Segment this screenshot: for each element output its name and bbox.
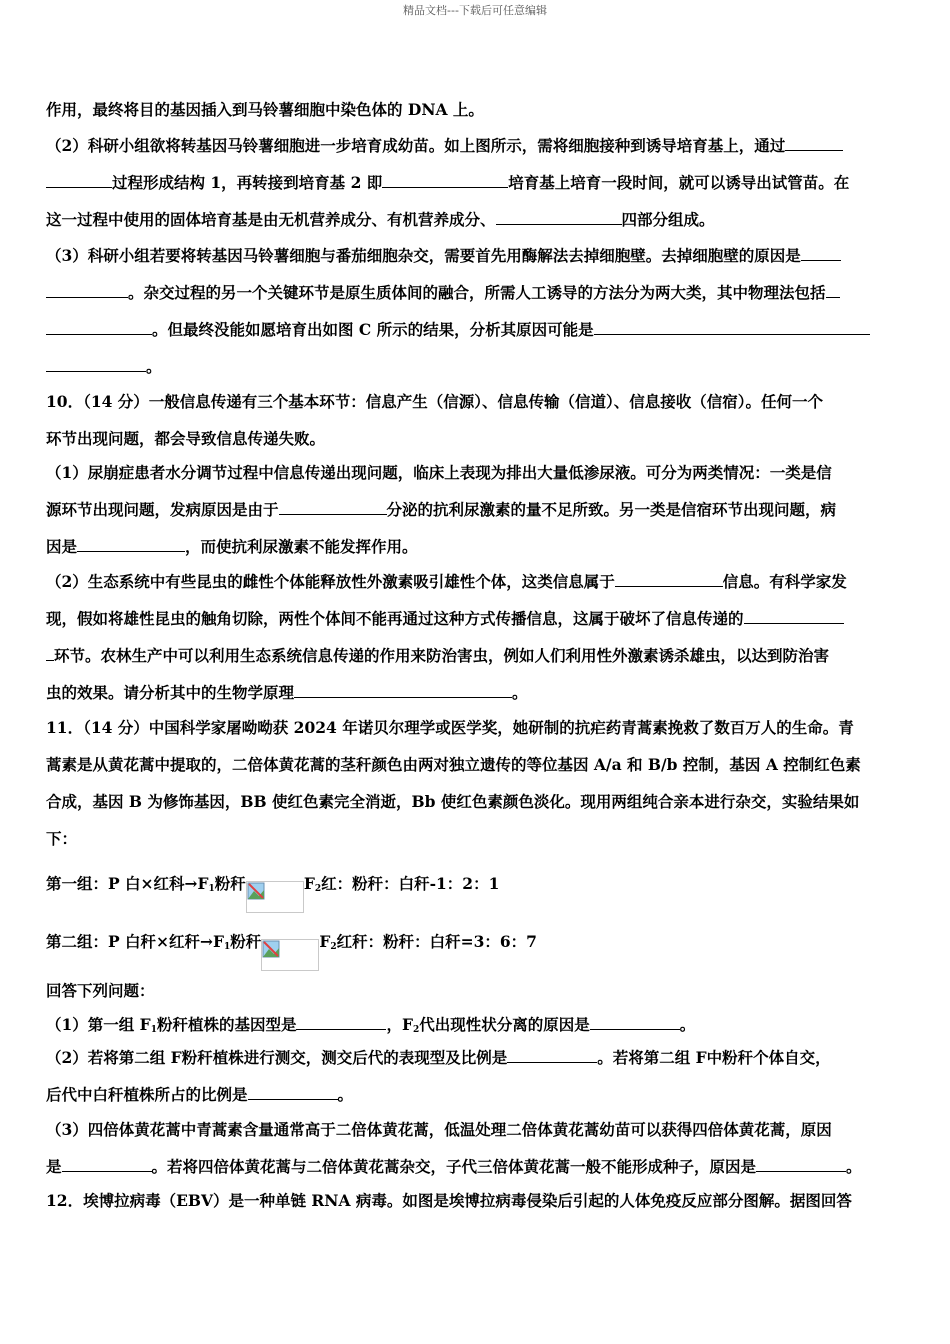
text-line: （2）生态系统中有些昆虫的雌性个体能释放性外激素吸引雄性个体，这类信息属于 信息。有科学家发	[46, 572, 847, 591]
text-line: 。但最终没能如愿培育出如图 C 所示的结果，分析其原因可能是	[46, 320, 870, 340]
answer-blank[interactable]	[294, 683, 512, 698]
text-line: 回答下列问题：	[46, 981, 155, 1000]
text-line: 因是 ，而使抗利尿激素不能发挥作用。	[46, 537, 418, 556]
page-header: 精品文档---下载后可任意编辑	[403, 4, 547, 17]
answer-blank[interactable]	[248, 1085, 338, 1100]
cross-group-2: 第二组：P 白秆×红秆$\to F_1$粉秆 $F_2$红秆：粉秆：白秆=3：6：7	[46, 918, 537, 971]
cross-group-1: 第一组：P 白×红科$\to F_1$粉秆 $F_2$红：粉秆：白秆-1：2：1	[46, 860, 499, 913]
text-line: （3）科研小组若要将转基因马铃薯细胞与番茄细胞杂交，需要首先用酶解法去掉细胞壁。去掉细胞壁的原因是	[46, 246, 841, 266]
text-line: 是 。若将四倍体黄花蒿与二倍体黄花蒿杂交，子代三倍体黄花蒿一般不能形成种子，原因是 。	[46, 1157, 862, 1176]
text-line: 。杂交过程的另一个关键环节是原生质体间的融合，所需人工诱导的方法分为两大类，其中物理法包括	[46, 283, 840, 303]
text-line: 现，假如将雄性昆虫的触角切除，两性个体间不能再通过这种方式传播信息，这属于破坏了信息传递的	[46, 609, 844, 629]
text-line: 蒿素是从黄花蒿中提取的，二倍体黄花蒿的茎秆颜色由两对独立遗传的等位基因 A/a 和 B/b 控制，基因 A 控制红色素	[46, 755, 861, 774]
text-line: 这一过程中使用的固体培育基是由无机营养成分、有机营养成分、 四部分组成。	[46, 210, 715, 229]
text-line: 合成，基因 B 为修饰基因，BB 使红色素完全消逝，Bb 使红色素颜色淡化。现用两组纯合亲本进行杂交，实验结果如	[46, 792, 860, 811]
answer-blank[interactable]	[590, 1015, 680, 1030]
answer-blank[interactable]	[507, 1048, 597, 1063]
text-line: （3）四倍体黄花蒿中青蒿素含量通常高于二倍体黄花蒿，低温处理二倍体黄花蒿幼苗可以获得四倍体黄花蒿，原因	[46, 1120, 832, 1139]
text-line: 过程形成结构 1，再转接到培育基 2 即 培育基上培育一段时间，就可以诱导出试管苗。在	[46, 173, 849, 193]
answer-blank[interactable]	[801, 246, 841, 261]
text-line: 作用，最终将目的基因插入到马铃薯细胞中染色体的 DNA 上。	[46, 100, 484, 119]
text-line: 环节。农林生产中可以利用生态系统信息传递的作用来防治害虫，例如人们利用性外激素诱杀雄虫，以达到防治害	[46, 646, 829, 666]
text-line: 。	[46, 357, 162, 377]
answer-blank[interactable]	[594, 320, 870, 335]
answer-blank[interactable]	[46, 173, 112, 188]
text-line: 源环节出现问题，发病原因是由于 分泌的抗利尿激素的量不足所致。另一类是信宿环节出现问题，病	[46, 500, 837, 519]
answer-blank[interactable]	[496, 210, 622, 225]
question-12-title: 12．埃博拉病毒（EBV）是一种单链 RNA 病毒。如图是埃博拉病毒侵染后引起的人体免疫反应部分图解。据图回答	[46, 1191, 852, 1210]
text-line: 下：	[46, 829, 78, 848]
answer-blank[interactable]	[77, 537, 185, 552]
text-line: （2）若将第二组 F粉秆植株进行测交，测交后代的表现型及比例是 。若将第二组 F中粉秆个体自交，	[46, 1048, 831, 1067]
answer-blank[interactable]	[46, 646, 54, 661]
answer-blank[interactable]	[756, 1157, 846, 1172]
answer-blank[interactable]	[62, 1157, 152, 1172]
answer-blank[interactable]	[46, 320, 152, 335]
answer-blank[interactable]	[46, 357, 146, 372]
text-line: 后代中白秆植株所占的比例是 。	[46, 1085, 354, 1104]
answer-blank[interactable]	[785, 136, 843, 151]
question-11-title: 11．（14 分）中国科学家屠呦呦获 2024 年诺贝尔理学或医学奖，她研制的抗疟药青蒿素挽救了数百万人的生命。青	[46, 718, 854, 737]
question-10-title: 10．（14 分）一般信息传递有三个基本环节：信息产生（信源）、信息传输（信道）、信息接收（信宿）。任何一个	[46, 392, 824, 411]
answer-blank[interactable]	[296, 1015, 386, 1030]
answer-blank[interactable]	[826, 283, 840, 298]
text-line: （1）尿崩症患者水分调节过程中信息传递出现问题，临床上表现为排出大量低渗尿液。可分为两类情况：一类是信	[46, 463, 832, 482]
broken-image-icon	[261, 939, 319, 971]
answer-blank[interactable]	[46, 283, 128, 298]
answer-blank[interactable]	[744, 609, 844, 624]
text-line: （2）科研小组欲将转基因马铃薯细胞进一步培育成幼苗。如上图所示，需将细胞接种到诱导培育基上，通过	[46, 136, 843, 156]
text-line: 环节出现问题，都会导致信息传递失败。	[46, 429, 326, 448]
answer-blank[interactable]	[382, 173, 508, 188]
answer-blank[interactable]	[615, 572, 723, 587]
text-line: 虫的效果。请分析其中的生物学原理 。	[46, 683, 528, 702]
broken-image-icon	[246, 881, 304, 913]
text-line: （1）第一组 $F_1$粉秆植株的基因型是 ，$F_2$代出现性状分离的原因是 。	[46, 1015, 696, 1035]
answer-blank[interactable]	[279, 500, 387, 515]
